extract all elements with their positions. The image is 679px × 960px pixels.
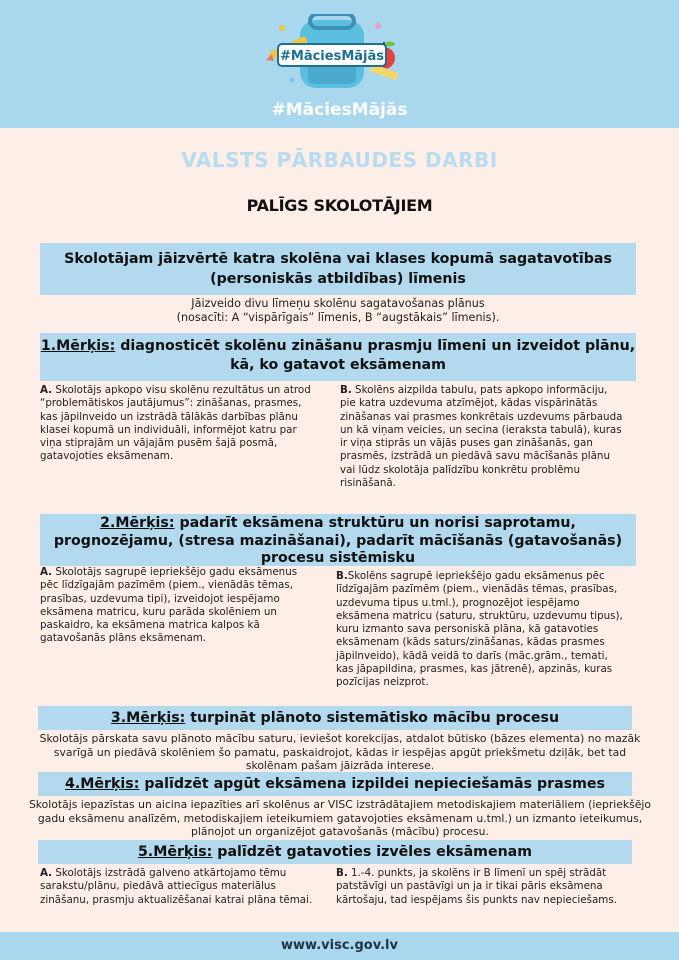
goal-1-a-prefix: A. (40, 384, 53, 396)
goal-4-band (38, 772, 632, 796)
goal-3-body: Skolotājs pārskata savu plānoto mācību saturu, ieviešot korekcijas, atdalot būtisko (bāzes elementa) no mazāk svarīgā un piedāvā skolēniem šo pamatu, paskaidrojot, kādas ir iespējas apgūt priekšmetu dziļāk, bet tad skolēnam pašam jāizrāda interese. (39, 732, 641, 772)
goal-2-a-text: Skolotājs sagrupē iepriekšējo gadu eksāmenus pēc līdzīgajām pazīmēm (piem., vienādās tēmas, prasības, uzdevuma tipi), izveidojot iespējamo eksāmena matricu, kuru parāda skolēniem un paskaidro, ka eksāmena matrica kalpos kā gatavošanās plāns eksāmenam. (40, 566, 298, 645)
goal-3-heading: turpināt plānoto sistemātisko mācību procesu (185, 710, 560, 726)
goal-1-label: 1.Mērķis: (40, 338, 116, 354)
goal-5-a-text: Skolotājs izstrādā galveno atkārtojamo tēmu sarakstu/plānu, piedāvā attiecīgus materiālus zināšanu, prasmju aktualizēšanai katrai plāna tēmai. (40, 867, 313, 906)
intro-note-line1: Jāizveido divu līmeņu skolēnu sagatavošanas plānus (191, 297, 485, 310)
intro-note-line2: (nosacīti: A “vispārīgais” līmenis, B “augstākais” līmenis). (176, 311, 500, 324)
goal-1-col-a (40, 384, 314, 464)
goal-1-b-prefix: B. (340, 384, 352, 396)
goal-1-a-text: Skolotājs apkopo visu skolēnu rezultātus un atrod “problemātiskos jautājumus”: zināšanas, prasmes, kas jāpilnveido un izstrādā tālākās darbības plānu klasei kopumā un individuāli, informējot katru par viņa stiprajām un vājajām pusēm šajā posmā, gatavojoties eksāmenam. (40, 384, 311, 463)
intro-heading-band (40, 243, 636, 295)
goal-2-col-a (40, 566, 318, 646)
goal-5-label: 5.Mērķis: (137, 844, 213, 860)
goal-5-col-b (336, 867, 626, 907)
logo-text: #MāciesMājās (280, 49, 384, 64)
goal-5-a-prefix: A. (40, 867, 53, 879)
goal-1-b-text: Skolēns aizpilda tabulu, pats apkopo informāciju, pie katra uzdevuma atzīmējot, kādas vispārinātās zināšanas vai prasmes konkrētais uzdevums pārbauda un kā viņam veicies, un secina (ieraksta tabulā), kuras ir viņa stiprās un vājās puses gan zināšanās, gan prasmēs, izstrādā un piedāvā savu mācīšanās plānu vai lūdz skolotāja palīdzību konkrētu problēmu risināšanā. (340, 384, 623, 490)
page-title: VALSTS PĀRBAUDES DARBI (181, 148, 498, 172)
goal-5-b-text: 1.-4. punkts, ja skolēns ir B līmenī un spēj strādāt patstāvīgi un pastāvīgi un ja ir tikai pāris eksāmena kārtošaju, tad iespējams šis punkts nav nepieciešams. (336, 867, 617, 906)
footer-website-link[interactable]: www.visc.gov.lv (0, 932, 679, 960)
goal-1-band (40, 333, 636, 381)
goal-4-body: Skolotājs iepazīstas un aicina iepazīties arī skolēnus ar VISC izstrādātajiem metodiskajiem materiāliem (iepriekšējo gadu eksāmenu analīzēm, metodiskajiem ieteikumiem gatavojoties eksāmenam u.tml.) un izmanto ieteikumus, plānojot un organizējot gatavošanās (mācību) procesu. (28, 798, 652, 838)
goal-3-band (38, 706, 632, 730)
goal-5-b-prefix: B. (336, 867, 348, 879)
goal-1-col-b (340, 384, 626, 490)
goal-2-b-text: Skolēns sagrupē iepriekšējo gadu eksāmenus pēc līdzīgajām pazīmēm (piem., vienādās tēmas, prasības, uzdevuma tipus u.tml.), prognozējot iespējamo eksāmena matricu (saturu, struktūru, uzdevumu tipus), kuru izmanto sava personiskā plāna, kā gatavoties eksāmenam (kāds saturs/zināšanas, kādas prasmes jāpilnveido), kādā veidā to darīs (māc.grām., temati, kas jāpapildina, prasmes, kas jātrenē), apzinās, kuras pozīcijas neizprot. (336, 570, 623, 689)
goal-3-label: 3.Mērķis: (110, 710, 186, 726)
goal-2-b-prefix: B. (336, 570, 348, 582)
goal-5-band (38, 840, 632, 864)
goal-2-heading: padarīt eksāmena struktūru un norisi saprotamu, prognozējamu, (stresa mazināšanai), padarīt mācīšanās (gatavošanās) procesu sistēmisku (53, 515, 623, 566)
goal-5-col-a (40, 867, 316, 907)
hashtag-label: #MāciesMājās (271, 100, 408, 120)
goal-2-label: 2.Mērķis: (100, 515, 175, 531)
page-header (0, 0, 679, 128)
goal-4-label: 4.Mērķis: (65, 776, 140, 792)
page-subtitle: PALĪGS SKOLOTĀJIEM (246, 196, 433, 215)
goal-2-a-prefix: A. (40, 566, 53, 578)
intro-heading: Skolotājam jāizvērtē katra skolēna vai klases kopumā sagatavotības (personiskās atbildības) līmenis (64, 251, 612, 287)
goal-4-heading: palīdzēt apgūt eksāmena izpildei nepieciešamās prasmes (139, 776, 605, 792)
backpack-logo-icon (262, 14, 402, 92)
goal-5-heading: palīdzēt gatavoties izvēles eksāmenam (212, 844, 533, 860)
intro-note (40, 297, 636, 325)
goal-2-col-b (336, 570, 628, 690)
goal-1-heading: diagnosticēt skolēnu zināšanu prasmju līmeni un izveidot plānu, kā, ko gatavot eksāmenam (115, 338, 636, 373)
goal-2-band (40, 514, 636, 566)
